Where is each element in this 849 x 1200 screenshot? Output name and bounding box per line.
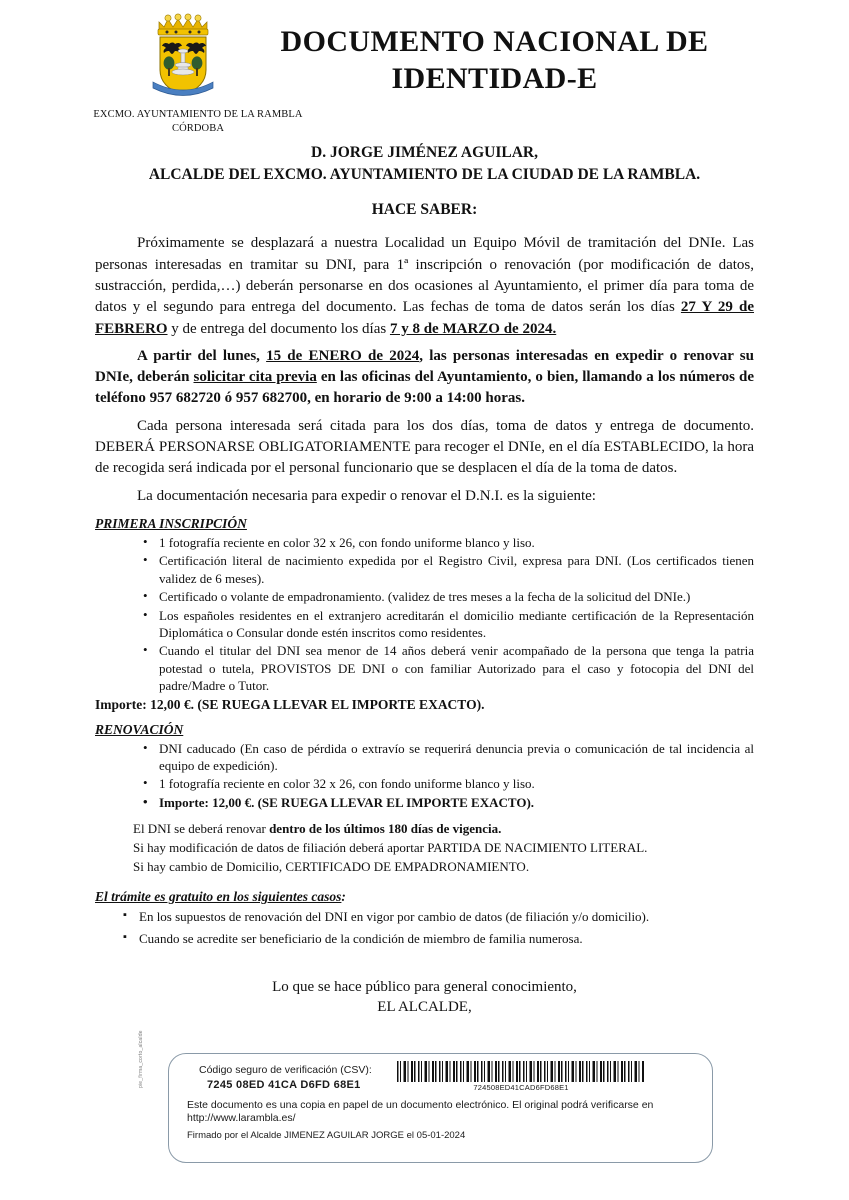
- start-date: 15 de ENERO de 2024: [266, 347, 420, 364]
- csv-signature-text: Firmado por el Alcalde JIMENEZ AGUILAR JORGE el 05-01-2024: [187, 1130, 466, 1141]
- toma-dates: 27 Y 29 de FEBRERO: [95, 299, 754, 337]
- primera-inscripcion-list: [95, 534, 754, 695]
- mayor-role: ALCALDE DEL EXCMO. AYUNTAMIENTO DE LA CIUDAD DE LA RAMBLA.: [148, 165, 701, 183]
- closing-line-1: Lo que se hace público para general conocimiento,: [272, 978, 577, 995]
- list-item: • Cuando el titular del DNI sea menor de 14 años deberá venir acompañado de la persona que tenga la patria potestad o tutela, PROVISTOS DE DNI o con familiar Autorizado para el caso y fotocopia del DNI del padre/Madre o Tutor.: [143, 642, 754, 694]
- gratuito-heading-suffix: :: [341, 889, 346, 905]
- list-item: • 1 fotografía reciente en color 32 x 26, con fondo uniforme blanco y liso.: [143, 775, 754, 792]
- section-heading-renovacion: RENOVACIÓN: [95, 721, 184, 737]
- page-title: DOCUMENTO NACIONAL DE IDENTIDAD-E: [280, 25, 709, 95]
- p1-text-a: Próximamente se desplazará a nuestra Localidad un Equipo Móvil de tramitación del DNIe. Las personas interesadas en tramitar su DNI, para 1ª inscripción o renovación (por modificación de datos, sustracción, perdida,…) deberán personarse en dos ocasiones al Ayuntamiento, el primer día para toma de datos y el segundo para entrega del documento. Las fechas de toma de datos serán los días: [95, 235, 754, 316]
- declaration-heading: HACE SABER:: [371, 201, 478, 219]
- primera-inscripcion-importe: Importe: 12,00 €. (SE RUEGA LLEVAR EL IMPORTE EXACTO).: [95, 696, 485, 712]
- paragraph-appointment: [95, 346, 754, 410]
- list-item: ▪ Cuando se acredite ser beneficiario de la condición de miembro de familia numerosa.: [123, 930, 754, 947]
- p2-text-a: A partir del lunes,: [137, 347, 267, 364]
- closing-line-2: EL ALCALDE,: [377, 999, 472, 1016]
- entity-name: [73, 108, 323, 136]
- coat-of-arms-icon: [145, 8, 221, 104]
- note1-text-b: dentro de los últimos 180 días de vigencia.: [269, 821, 502, 837]
- note1-text-a: El DNI se deberá renovar: [133, 821, 270, 837]
- renovacion-note-1: [133, 820, 754, 839]
- gratuito-list: [95, 908, 754, 947]
- csv-label: Código seguro de verificación (CSV):: [199, 1064, 372, 1076]
- list-item: • DNI caducado (En caso de pérdida o extravío se requerirá denuncia previa o comunicación de tal incidencia al equipo de expedición).: [143, 740, 754, 775]
- paragraph-documentation-intro: La documentación necesaria para expedir o renovar el D.N.I. es la siguiente:: [137, 487, 596, 504]
- p2-text-b: , las personas interesadas en expedir o renovar su DNIe, deberán: [95, 347, 754, 386]
- list-item: • Certificado o volante de empadronamiento. (validez de tres meses a la fecha de la solicitud del DNIe.): [143, 588, 754, 605]
- barcode-bars: [397, 1061, 645, 1082]
- entity-line-1: EXCMO. AYUNTAMIENTO DE LA RAMBLA: [93, 109, 303, 120]
- page-title-block: [245, 24, 744, 97]
- section-heading-primera-inscripcion: PRIMERA INSCRIPCIÓN: [95, 515, 247, 531]
- section-heading-gratuito: [95, 889, 754, 905]
- renovacion-list: [95, 740, 754, 812]
- mayor-subtitle: [95, 142, 754, 185]
- list-item: • Certificación literal de nacimiento expedida por el Registro Civil, expresa para DNI. (Los certificados tienen validez de 6 meses).: [143, 552, 754, 587]
- csv-verification-url[interactable]: http://www.larambla.es/: [187, 1112, 296, 1124]
- p2-text-c: en las oficinas del Ayuntamiento, o bien, llamando a los números de teléfono 957 682720 ó 957 682700, en horario de 9:00 a 14:00 horas.: [95, 369, 754, 407]
- paragraph-dates: [95, 233, 754, 339]
- csv-verification-box: [168, 1053, 713, 1163]
- paragraph-attendance: Cada persona interesada será citada para los dos días, toma de datos y entrega de documento. DEBERÁ PERSONARSE OBLIGATORIAMENTE para recoger el DNIe, en el día ESTABLECIDO, la hora de recogida será indicada por el personal funcionario que se desplacen el día de la toma de datos.: [95, 417, 754, 477]
- document-header: [95, 0, 754, 140]
- list-item: • 1 fotografía reciente en color 32 x 26, con fondo uniforme blanco y liso.: [143, 534, 754, 551]
- entrega-dates: 7 y 8 de MARZO de 2024.: [389, 320, 557, 337]
- entity-line-2: CÓRDOBA: [171, 122, 225, 134]
- gratuito-heading-text: El trámite es gratuito en los siguientes casos: [95, 889, 342, 905]
- side-reference-text: pie_firma_corto_alcalde: [138, 1030, 144, 1088]
- csv-copy-text: Este documento es una copia en papel de un documento electrónico. El original podrá verificarse en: [187, 1099, 654, 1111]
- closing-block: [95, 977, 754, 1018]
- list-item: ▪ En los supuestos de renovación del DNI en vigor por cambio de datos (de filiación y/o domicilio).: [123, 908, 754, 925]
- list-item: • Importe: 12,00 €. (SE RUEGA LLEVAR EL IMPORTE EXACTO).: [143, 794, 754, 811]
- list-item: • Los españoles residentes en el extranjero acreditarán el domicilio mediante certificación de la Representación Diplomática o Consular donde estén inscritos como residentes.: [143, 607, 754, 642]
- barcode-number: 724508ED41CAD6FD68E1: [473, 1083, 569, 1092]
- renovacion-note-2: Si hay modificación de datos de filiación deberá aportar PARTIDA DE NACIMIENTO LITERAL.: [133, 840, 648, 856]
- p1-text-b: y de entrega del documento los días: [167, 320, 390, 337]
- renovacion-notes: [133, 820, 754, 877]
- csv-code: 7245 08ED 41CA D6FD 68E1: [207, 1079, 361, 1091]
- barcode: [397, 1061, 645, 1092]
- cita-previa: solicitar cita previa: [193, 369, 317, 386]
- renovacion-note-3: Si hay cambio de Domicilio, CERTIFICADO DE EMPADRONAMIENTO.: [133, 859, 530, 875]
- mayor-name: D. JORGE JIMÉNEZ AGUILAR,: [311, 144, 538, 161]
